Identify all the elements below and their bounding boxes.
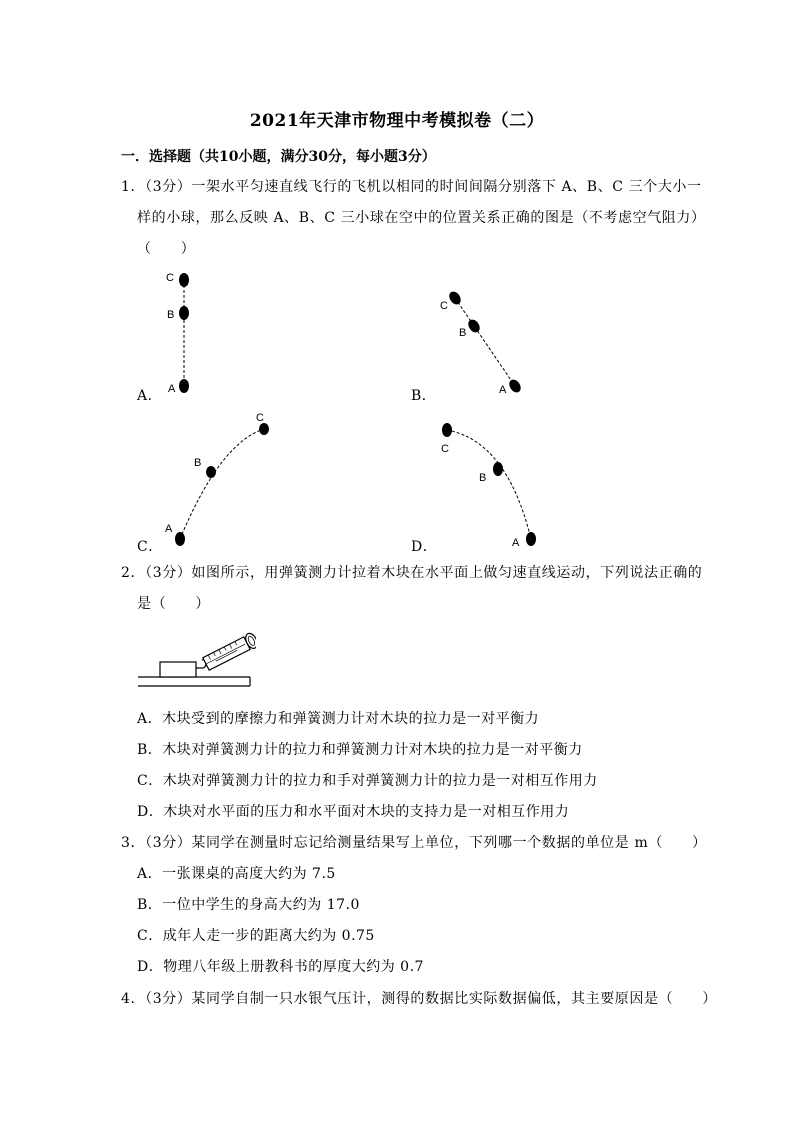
q2-option-c: C．木块对弹簧测力计的拉力和手对弹簧测力计的拉力是一对相互作用力 (137, 773, 598, 789)
q1-option-d-label: D． (411, 539, 438, 555)
ball-label-b: B (459, 327, 467, 339)
q3-stem: 3．（3分）某同学在测量时忘记给测量结果写上单位，下列哪一个数据的单位是 m（ ） (121, 835, 707, 851)
ball-label-a: A (168, 383, 176, 395)
q4-stem: 4．（3分）某同学自制一只水银气压计，测得的数据比实际数据偏低，其主要原因是（ ） (121, 991, 718, 1007)
ball-b (493, 462, 503, 476)
q3-option-a: A．一张课桌的高度大约为 7.5 (137, 866, 336, 882)
ball-a (507, 377, 523, 394)
q2-spring-scale-figure (136, 624, 256, 690)
ball-b (206, 466, 216, 478)
ball-label-c: C (256, 412, 264, 424)
section-heading: 一．选择题（共10小题，满分30分，每小题3分） (121, 149, 436, 165)
ball-c (259, 423, 269, 435)
q2-option-d: D．木块对水平面的压力和水平面对木块的支持力是一对相互作用力 (137, 804, 570, 820)
ball-a (526, 532, 536, 546)
ball-label-b: B (167, 309, 175, 321)
q1-figure-b (435, 285, 530, 400)
q1-figure-c (160, 408, 280, 553)
page-title: 2021年天津市物理中考模拟卷（二） (249, 111, 545, 131)
ball-label-a: A (512, 537, 520, 549)
ball-c (447, 289, 463, 306)
q1-option-b-label: B． (411, 388, 437, 404)
ball-label-c: C (441, 443, 449, 455)
ball-b (466, 317, 482, 334)
q1-option-a-label: A． (137, 388, 163, 404)
q2-stem-line1: 2．（3分）如图所示，用弹簧测力计拉着木块在水平面上做匀速直线运动，下列说法正确的 (121, 565, 703, 581)
q3-option-c: C．成年人走一步的距离大约为 0.75 (137, 928, 375, 944)
spring-scale (202, 631, 256, 671)
q2-option-a: A．木块受到的摩擦力和弹簧测力计对木块的拉力是一对平衡力 (137, 711, 540, 727)
q1-option-c-label: C． (137, 539, 163, 555)
ball-label-b: B (194, 457, 202, 469)
ball-c (442, 423, 452, 437)
q2-option-b: B．木块对弹簧测力计的拉力和弹簧测力计对木块的拉力是一对平衡力 (137, 742, 583, 758)
ball-label-a: A (165, 523, 173, 535)
wood-block (160, 662, 196, 677)
ball-label-c: C (440, 300, 448, 312)
ball-a (175, 532, 185, 546)
q3-option-b: B．一位中学生的身高大约为 17.0 (137, 897, 360, 913)
q1-figure-a (160, 264, 205, 399)
ball-b (179, 306, 189, 320)
ball-label-b: B (479, 472, 487, 484)
q2-stem-line2: 是（ ） (137, 596, 210, 612)
q1-stem-line1: 1．（3分）一架水平匀速直线飞行的飞机以相同的时间间隔分别落下 A、B、C 三个大小一 (121, 179, 702, 195)
ball-c (179, 273, 189, 287)
q1-figure-d (435, 416, 545, 551)
q3-option-d: D．物理八年级上册教科书的厚度大约为 0.7 (137, 959, 424, 975)
ball-label-a: A (499, 384, 507, 396)
ball-a (179, 379, 189, 393)
q1-stem-line3: （ ） (137, 241, 196, 257)
q1-stem-line2: 样的小球，那么反映 A、B、C 三小球在空中的位置关系正确的图是（不考虑空气阻力） (137, 210, 706, 226)
ball-label-c: C (166, 272, 174, 284)
